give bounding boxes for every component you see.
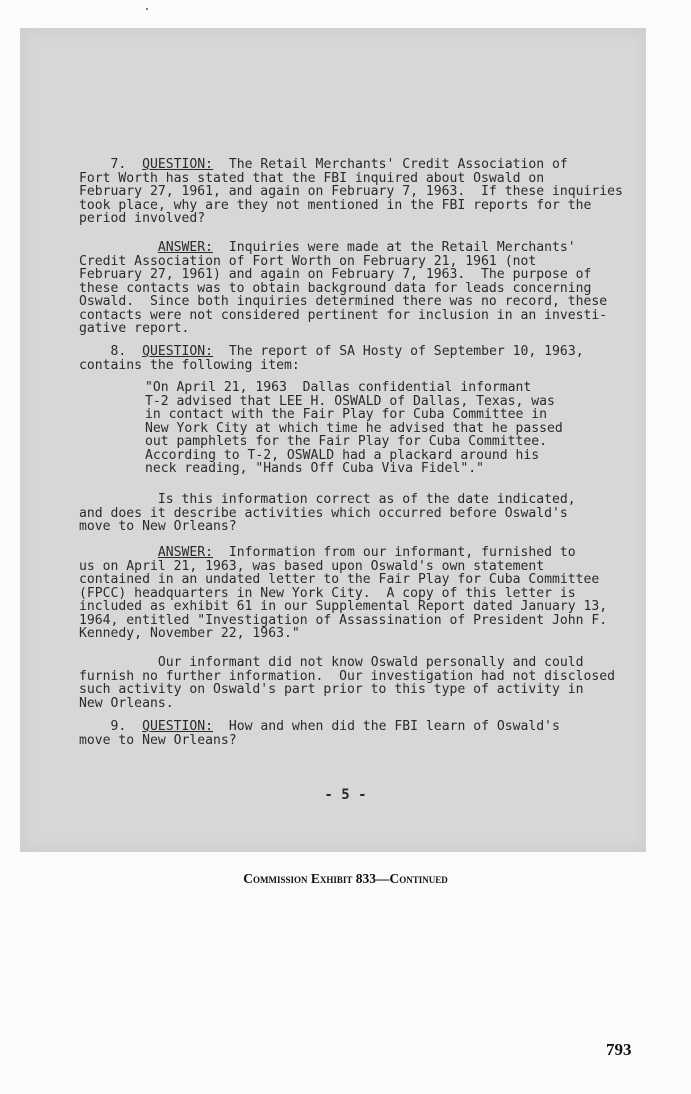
answer-8 (79, 546, 607, 641)
question-8-followup-line: Is this information correct as of the date indicated, (157, 492, 576, 507)
exhibit-caption: Commission Exhibit 833—Continued (243, 871, 448, 886)
answer-8-line: (FPCC) headquarters in New York City. A copy of this letter is (79, 585, 576, 601)
answer-8-line: Information from our informant, furnished to (228, 545, 576, 560)
answer-7-line: Inquiries were made at the Retail Merchants' (228, 240, 576, 255)
answer-7-label: ANSWER: (157, 240, 214, 255)
answer-8-continuation-line: Our informant did not know Oswald personally and could (157, 655, 584, 670)
answer-8-continuation-line: such activity on Oswald's part prior to this type of activity in (79, 682, 584, 697)
answer-8-label: ANSWER: (157, 545, 214, 560)
question-7-line: period involved? (79, 211, 206, 226)
exhibit-page-number: 793 (606, 1040, 632, 1059)
document-page-number: - 5 - (324, 787, 367, 803)
answer-8-line: 1964, entitled "Investigation of Assassination of President John F. (79, 612, 608, 628)
answer-7-line: Credit Association of Fort Worth on February 21, 1961 (not (79, 253, 537, 269)
question-7-number: 7. (110, 157, 127, 172)
answer-7-line: gative report. (79, 321, 190, 336)
quote-line: New York City at which time he advised that he passed (145, 420, 563, 436)
question-7-label: QUESTION: (142, 157, 214, 172)
answer-8-line: Kennedy, November 22, 1963." (79, 626, 300, 641)
question-8-number: 8. (110, 344, 127, 359)
answer-7-line: Oswald. Since both inquiries determined there was no record, these (79, 294, 608, 309)
question-9-line: move to New Orleans? (79, 732, 237, 748)
question-8 (79, 345, 584, 372)
answer-8-line: contained in an undated letter to the Fair Play for Cuba Committee (79, 572, 600, 587)
answer-7-line: February 27, 1961) and again on February 7, 1963. The purpose of (79, 267, 592, 282)
question-7 (79, 158, 623, 226)
question-7-line: The Retail Merchants' Credit Association of (228, 157, 568, 172)
answer-7-line: these contacts was to obtain background data for leads concerning (79, 280, 592, 296)
question-9 (79, 720, 560, 747)
question-9-line: How and when did the FBI learn of Oswald's (228, 719, 560, 734)
question-8-followup (79, 493, 576, 534)
scan-speck (146, 8, 148, 10)
quote-line: T-2 advised that LEE H. OSWALD of Dallas, Texas, was (145, 393, 555, 409)
question-8-label: QUESTION: (142, 344, 214, 359)
question-9-number: 9. (110, 719, 127, 734)
answer-8-line: us on April 21, 1963, was based upon Oswald's own statement (79, 558, 545, 574)
quote-line: According to T-2, OSWALD had a plackard around his (145, 447, 540, 463)
question-8-followup-line: move to New Orleans? (79, 519, 237, 534)
answer-7-line: contacts were not considered pertinent for inclusion in an investi- (79, 307, 608, 323)
quoted-report-item (145, 381, 563, 476)
question-9-label: QUESTION: (142, 719, 214, 734)
quote-line: neck reading, "Hands Off Cuba Viva Fidel"." (145, 461, 484, 476)
question-7-line: Fort Worth has stated that the FBI inquired about Oswald on (79, 170, 545, 186)
answer-8-continuation-line: New Orleans. (79, 695, 174, 711)
answer-8-continuation-line: furnish no further information. Our investigation had not disclosed (79, 668, 616, 684)
question-7-line: took place, why are they not mentioned in the FBI reports for the (79, 197, 592, 213)
quote-line: out pamphlets for the Fair Play for Cuba Committee. (145, 434, 548, 449)
question-7-line: February 27, 1961, and again on February 7, 1963. If these inquiries (79, 184, 623, 199)
question-8-line: contains the following item: (79, 357, 300, 373)
answer-7 (79, 241, 607, 336)
question-8-followup-line: and does it describe activities which occurred before Oswald's (79, 505, 568, 521)
answer-8-continuation (79, 656, 615, 710)
answer-8-line: included as exhibit 61 in our Supplemental Report dated January 13, (79, 599, 608, 614)
question-8-line: The report of SA Hosty of September 10, 1963, (228, 344, 584, 359)
quote-line: "On April 21, 1963 Dallas confidential informant (145, 380, 532, 395)
quote-line: in contact with the Fair Play for Cuba Committee in (145, 407, 548, 422)
